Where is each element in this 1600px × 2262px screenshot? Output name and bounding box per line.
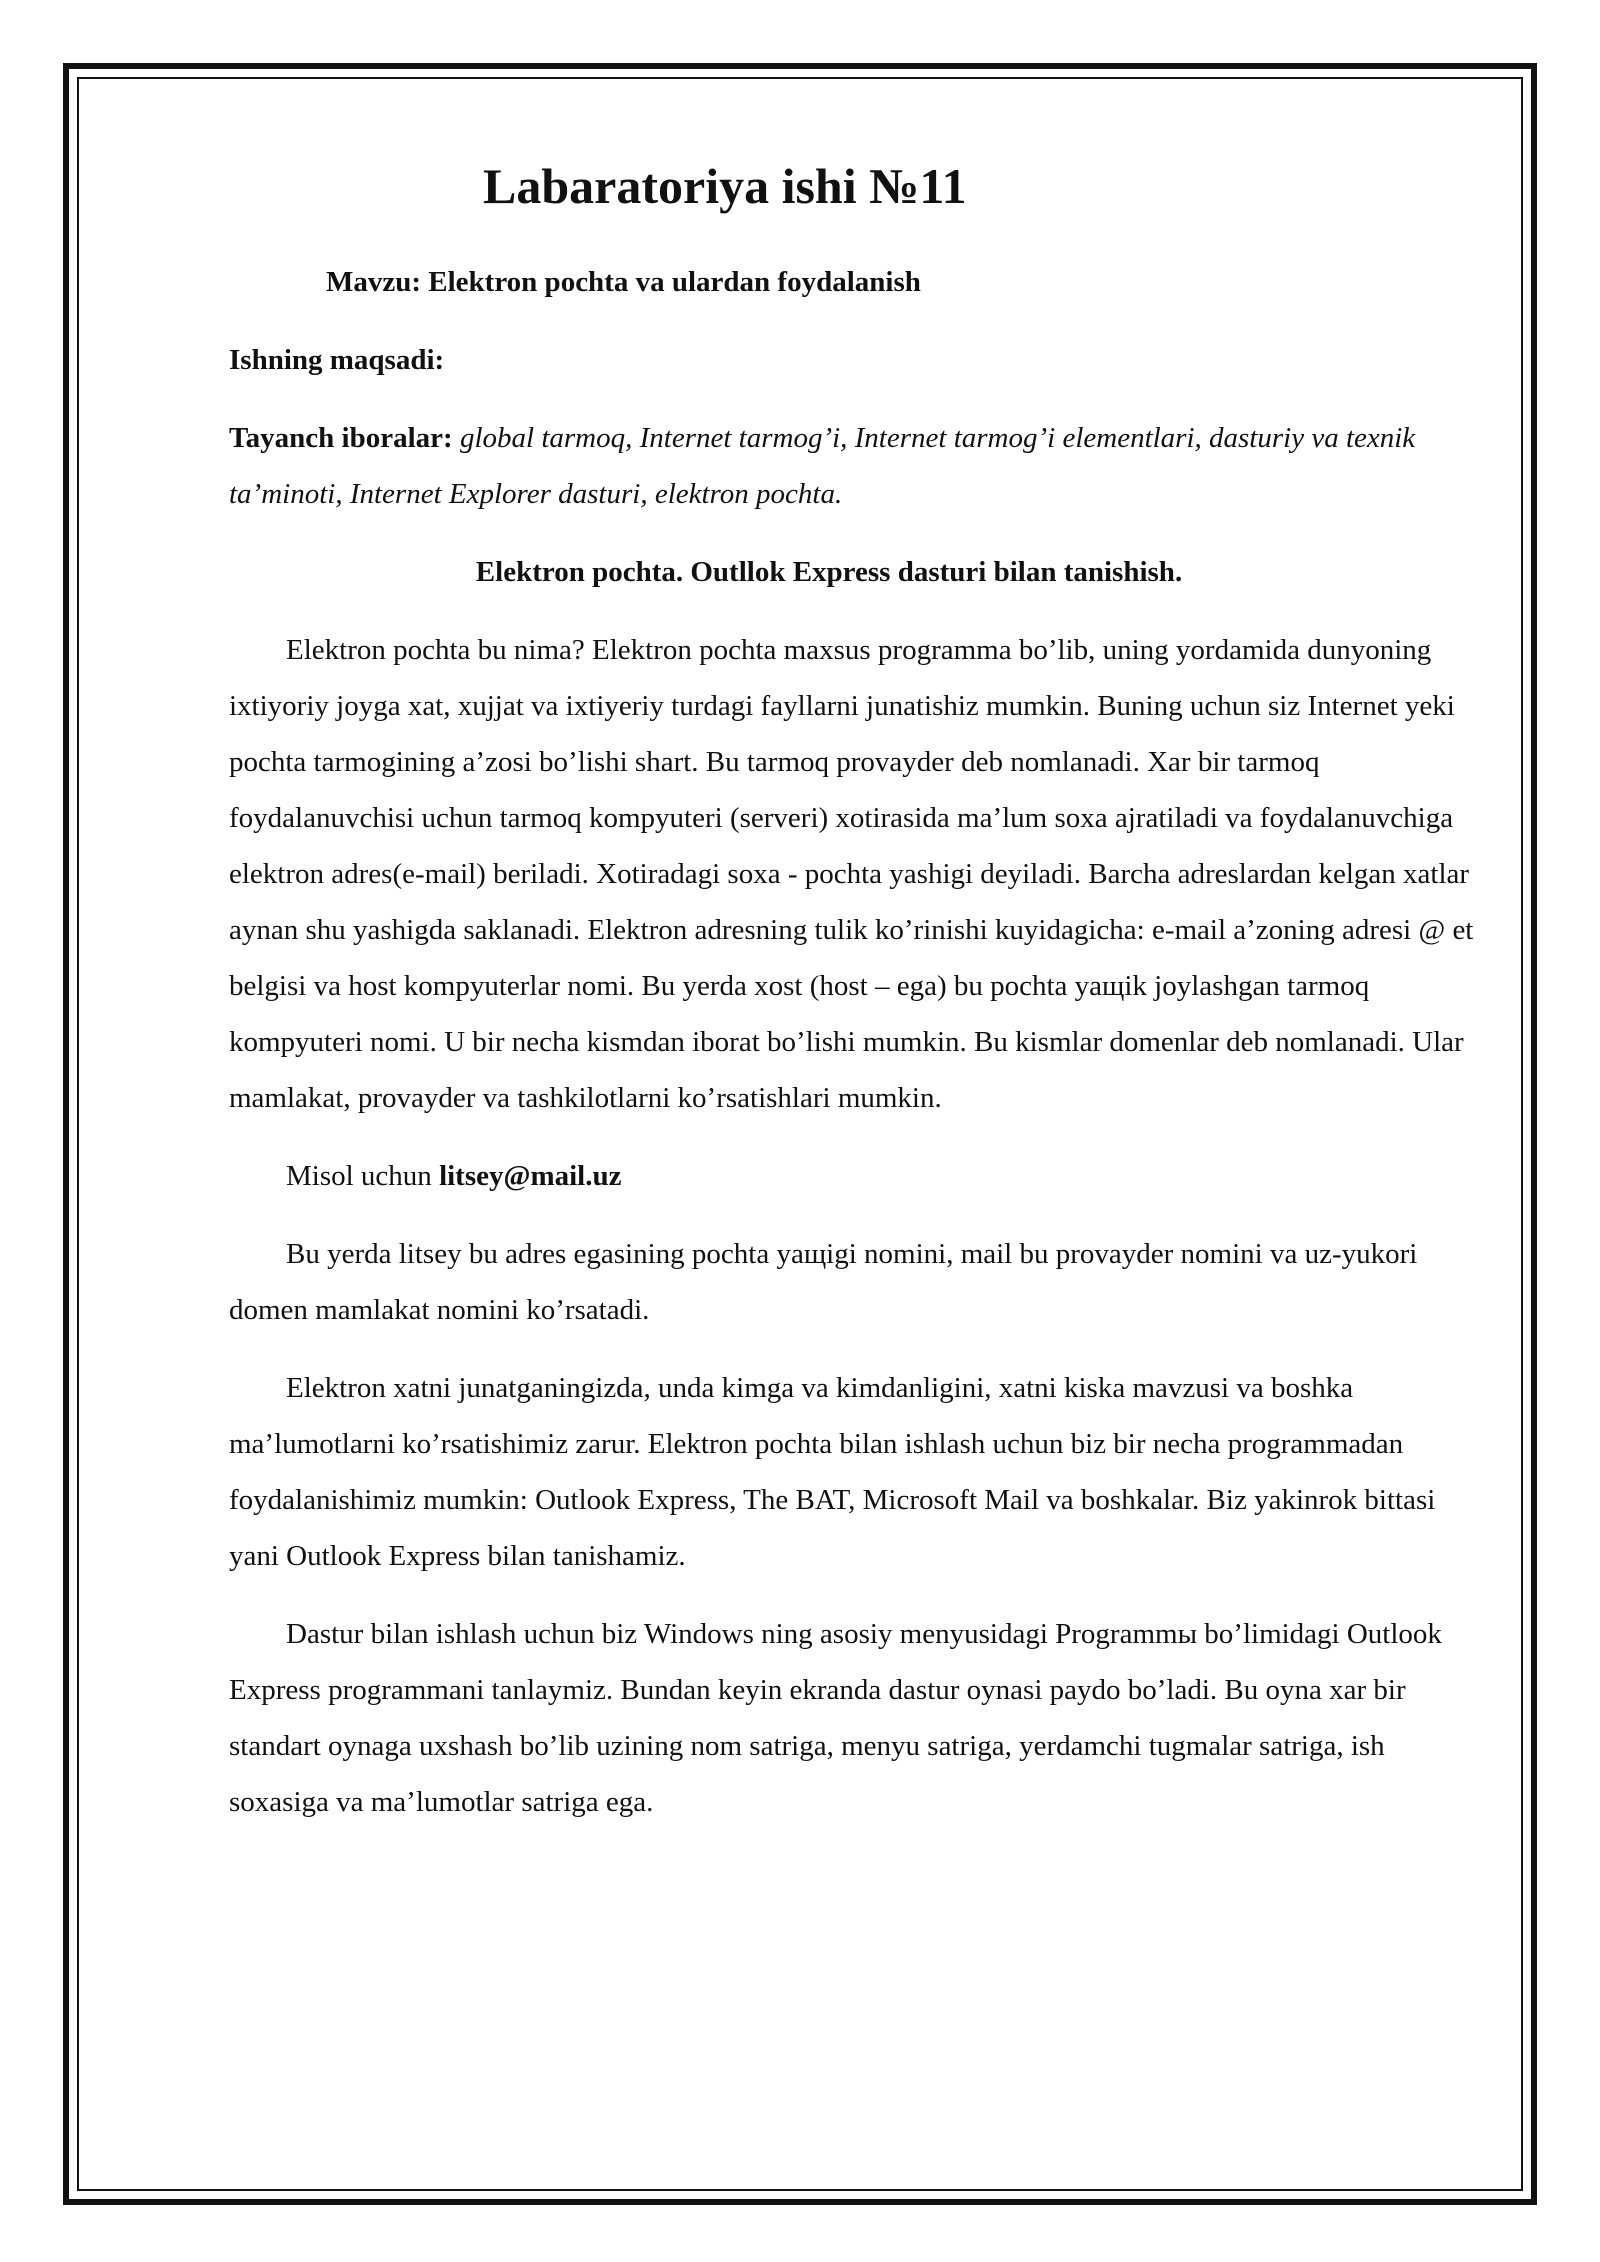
example-line — [229, 1148, 1489, 1204]
example-email: litsey@mail.uz — [439, 1160, 622, 1192]
goal-label: Ishning maqsadi: — [229, 344, 445, 376]
paragraph-example-explanation: Bu yerda litsey bu adres egasining pochta yaщіgi nomini, mail bu provayder nomini va uz-yukori domen mamlakat nomini ko’rsatadi. — [229, 1238, 1418, 1326]
document-title: Labaratoriya ishi №11 — [483, 158, 967, 214]
paragraph-outlook: Dastur bilan ishlash uchun biz Windows ning asosiy menyusidagi Programmы bo’limidagi Outlook Express programmani tanlaymiz. Bundan keyin ekranda dastur oynasi paydo bo’ladi. Bu oyna xar bir standart oynaga uxshash bo’lib uzining nom satriga, menyu satriga, yerdamchi tugmalar satriga, ish soxasiga va ma’lumotlar satriga ega. — [229, 1618, 1442, 1818]
keywords-line — [229, 410, 1489, 522]
keywords-label: Tayanch iboralar: — [229, 422, 453, 454]
example-prefix: Misol uchun — [286, 1160, 440, 1192]
keywords-text: global tarmoq, Internet tarmog’i, Internet tarmog’i elementlari, dasturiy va texnik ta’minoti, Internet Explorer dasturi, elektron pochta. — [229, 422, 1416, 510]
section-title: Elektron pochta. Outllok Express dasturi bilan tanishish. — [475, 556, 1183, 588]
topic-heading: Mavzu: Elektron pochta va ulardan foydalanish — [326, 266, 921, 298]
document-body — [229, 140, 1489, 1830]
paragraph-sending: Elektron xatni junatganingizda, unda kimga va kimdanligini, xatni kiska mavzusi va boshka ma’lumotlarni ko’rsatishimiz zarur. Elektron pochta bilan ishlash uchun biz bir necha programmadan foydalanishimiz mumkin: Outlook Express, The BAT, Microsoft Mail va boshkalar. Biz yakinrok bittasi yani Outlook Express bilan tanishamiz. — [229, 1372, 1436, 1572]
paragraph-intro: Elektron pochta bu nima? Elektron pochta maxsus programma bo’lib, uning yordamida dunyoning ixtiyoriy joyga xat, xujjat va ixtiyeriy turdagi fayllarni junatishiz mumkin. Buning uchun siz Internet yeki pochta tarmogining a’zosi bo’lishi shart. Bu tarmoq provayder deb nomlanadi. Xar bir tarmoq foydalanuvchisi uchun tarmoq kompyuteri (serveri) xotirasida ma’lum soxa ajratiladi va foydalanuvchiga elektron adres(e-mail) beriladi. Xotiradagi soxa - pochta yashigi deyiladi. Barcha adreslardan kelgan xatlar aynan shu yashigda saklanadi. Elektron adresning tulik ko’rinishi kuyidagicha: e-mail a’zoning adresi @ et belgisi va host kompyuterlar nomi. Bu yerda xost (host – ega) bu pochta yaщіk joylashgan tarmoq kompyuteri nomi. U bir necha kismdan iborat bo’lishi mumkin. Bu kismlar domenlar deb nomlanadi. Ular mamlakat, provayder va tashkilotlarni ko’rsatishlari mumkin. — [229, 634, 1474, 1114]
